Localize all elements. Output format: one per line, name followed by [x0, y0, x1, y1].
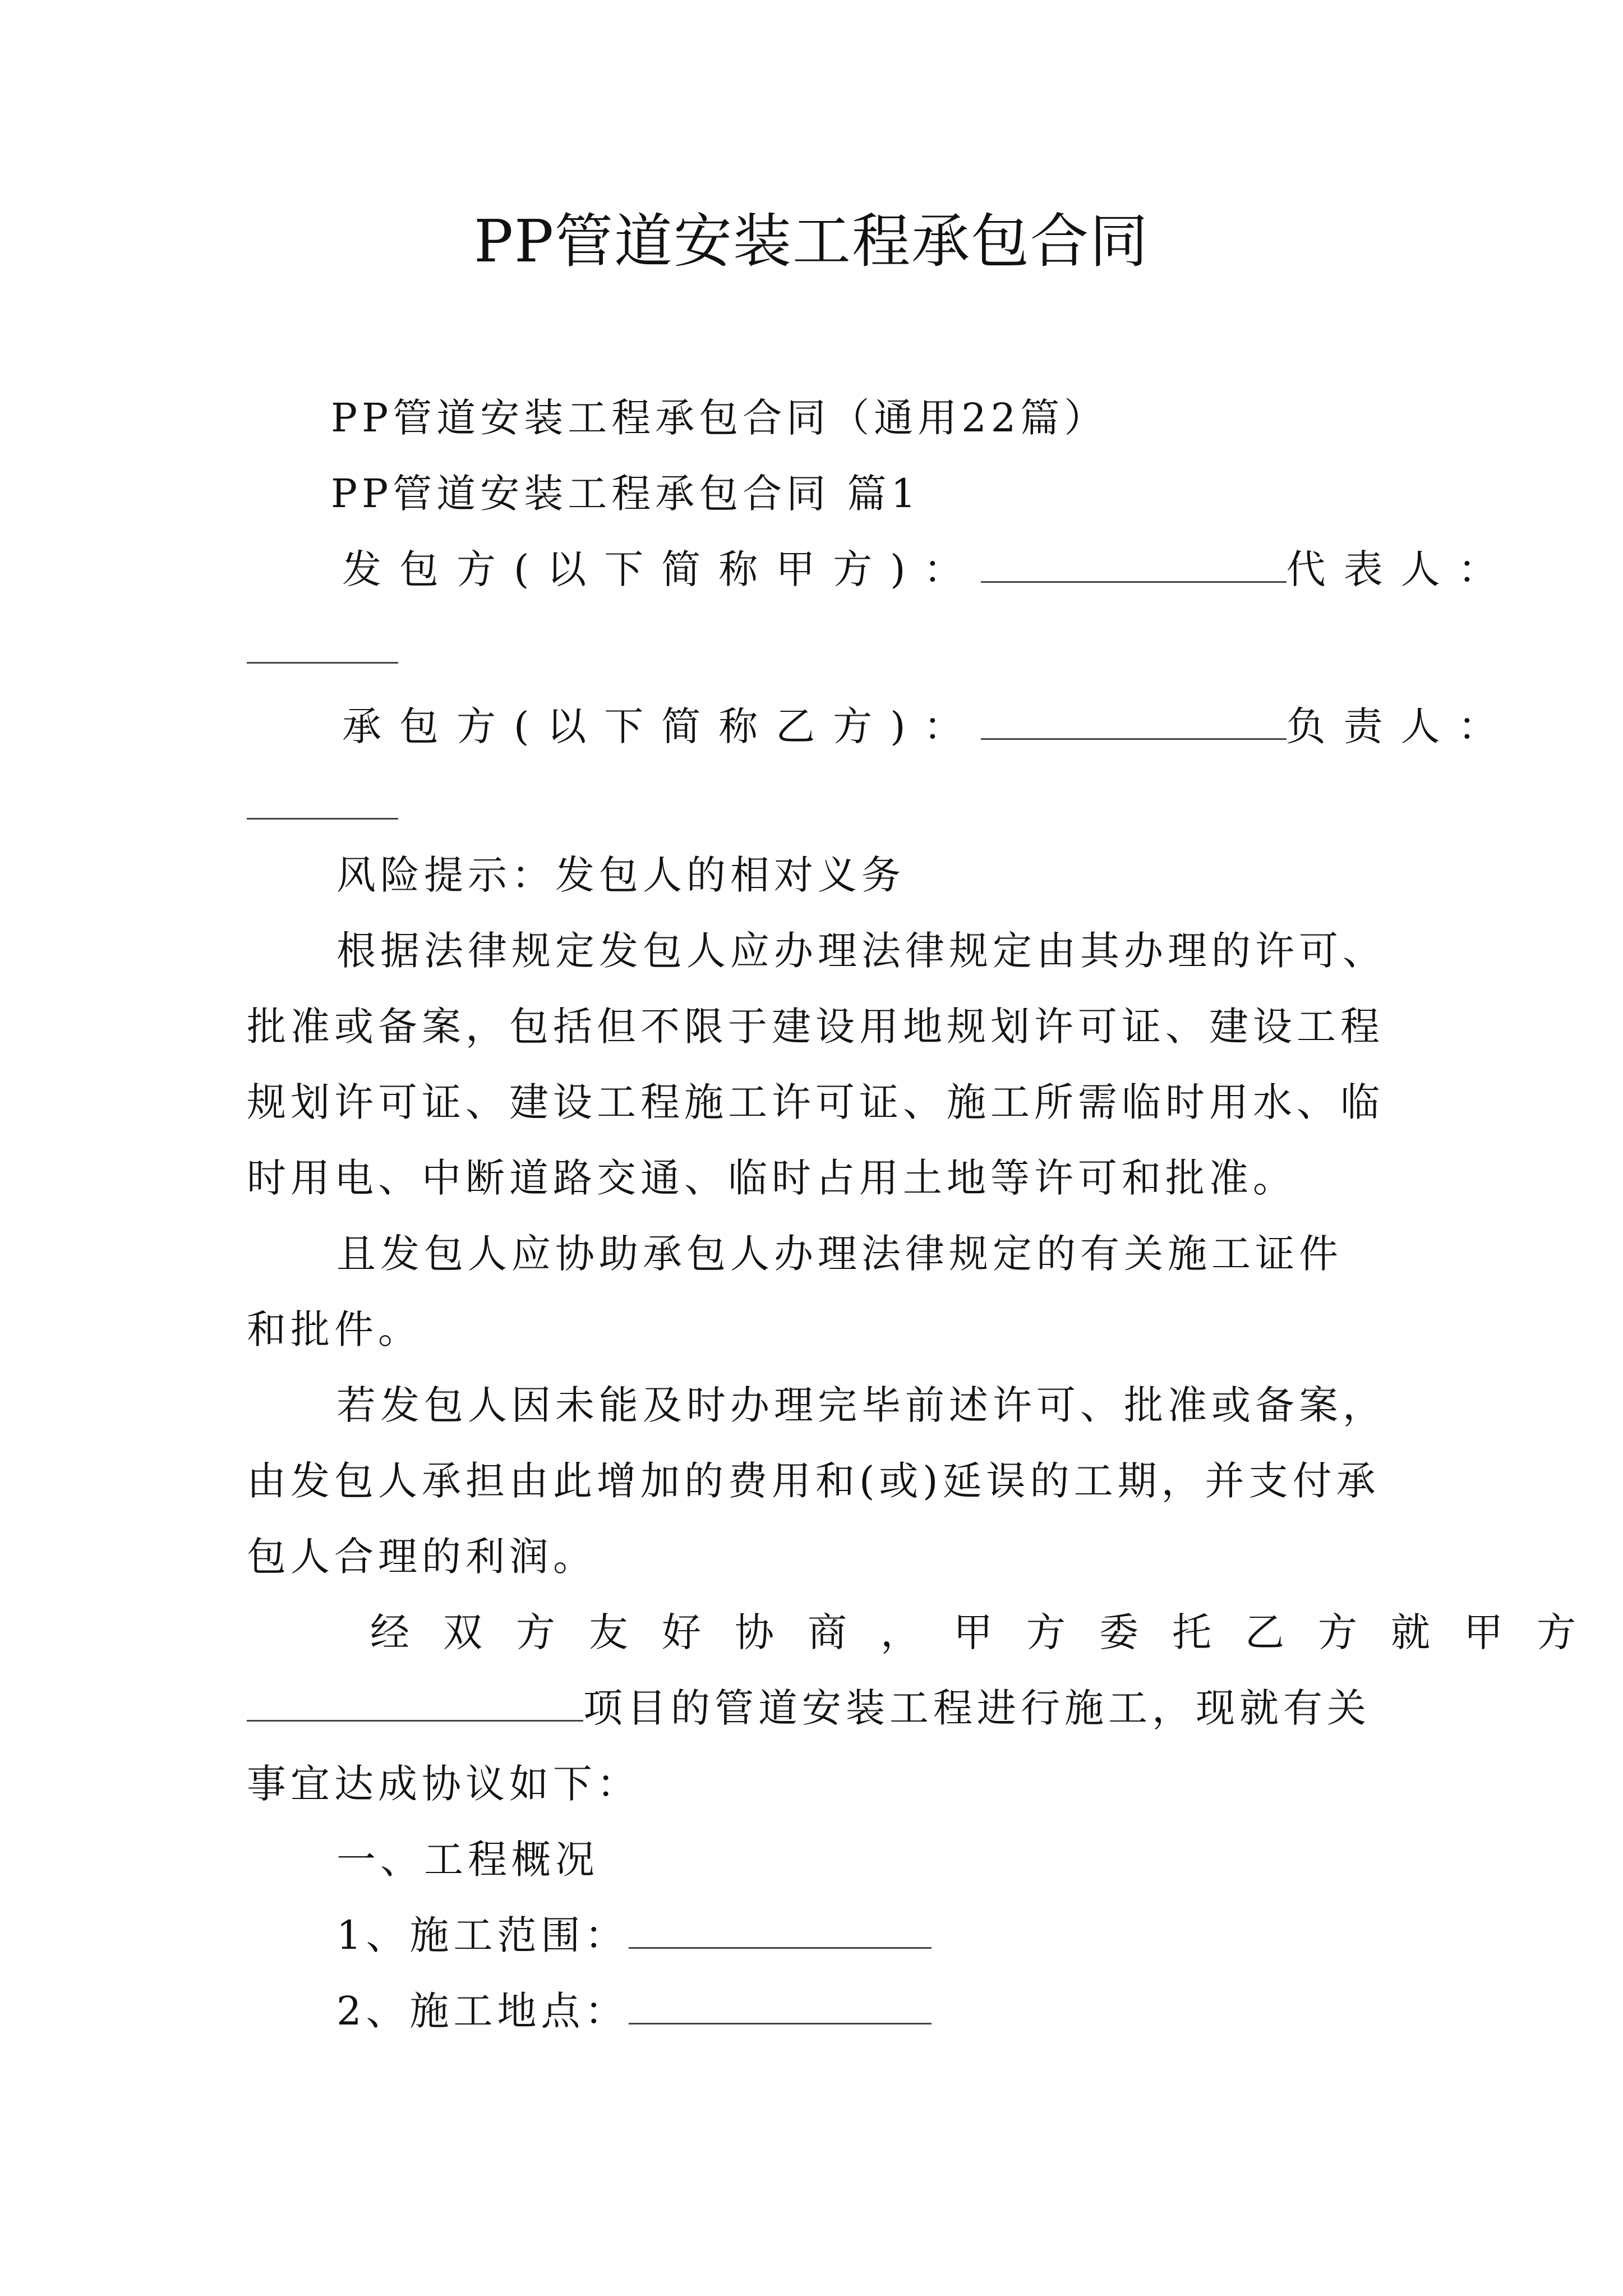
document-subtitle: PP管道安装工程承包合同（通用22篇）: [331, 395, 1108, 441]
item2-line: [336, 1983, 932, 2039]
para2-line2: 和批件。: [247, 1306, 422, 1352]
para4-line2: [247, 1680, 1371, 1736]
party-a-rep-blank: [247, 662, 398, 664]
party-b-blank: [981, 699, 1287, 740]
risk-title: 风险提示：发包人的相对义务: [336, 852, 905, 898]
article-heading: PP管道安装工程承包合同 篇1: [331, 471, 920, 517]
party-a-blank: [981, 542, 1287, 583]
section1-heading: 一、工程概况: [336, 1837, 599, 1883]
item1-label: 1、施工范围：: [336, 1912, 629, 1958]
para1-line1: 根据法律规定发包人应办理法律规定由其办理的许可、: [336, 928, 1386, 974]
project-name-blank: [247, 1681, 583, 1722]
document-title: PP管道安装工程承包合同: [474, 207, 1149, 275]
para3-line3: 包人合理的利润。: [247, 1534, 597, 1580]
item1-line: [336, 1907, 932, 1963]
para1-line4: 时用电、中断道路交通、临时占用土地等许可和批准。: [247, 1155, 1297, 1201]
party-b-rep-blank: [247, 818, 398, 820]
item2-label: 2、施工地点：: [336, 1988, 629, 2034]
para4-line3: 事宜达成协议如下：: [247, 1761, 640, 1807]
para1-line3: 规划许可证、建设工程施工许可证、施工所需临时用水、临: [247, 1079, 1384, 1125]
para3-line1: 若发包人因未能及时办理完毕前述许可、批准或备案，: [336, 1382, 1386, 1428]
para1-line2: 批准或备案，包括但不限于建设用地规划许可证、建设工程: [247, 1004, 1384, 1050]
item2-blank: [629, 1984, 932, 2024]
party-a-line: [342, 541, 1515, 597]
para3-line2: 由发包人承担由此增加的费用和(或)延误的工期，并支付承: [247, 1458, 1380, 1504]
party-a-rep-label: 代表人：: [1286, 546, 1515, 592]
party-a-label: 发包方(以下简称甲方)：: [342, 546, 981, 592]
party-b-line: [342, 698, 1515, 754]
item1-blank: [629, 1908, 932, 1949]
party-b-rep-label: 负责人：: [1286, 703, 1515, 749]
party-b-label: 承包方(以下简称乙方)：: [342, 703, 981, 749]
para4-line2-text: 项目的管道安装工程进行施工，现就有关: [583, 1685, 1371, 1731]
para4-line1: 经双方友好协商，甲方委托乙方就甲方: [370, 1609, 1610, 1655]
para2-line1: 且发包人应协助承包人办理法律规定的有关施工证件: [336, 1231, 1343, 1277]
